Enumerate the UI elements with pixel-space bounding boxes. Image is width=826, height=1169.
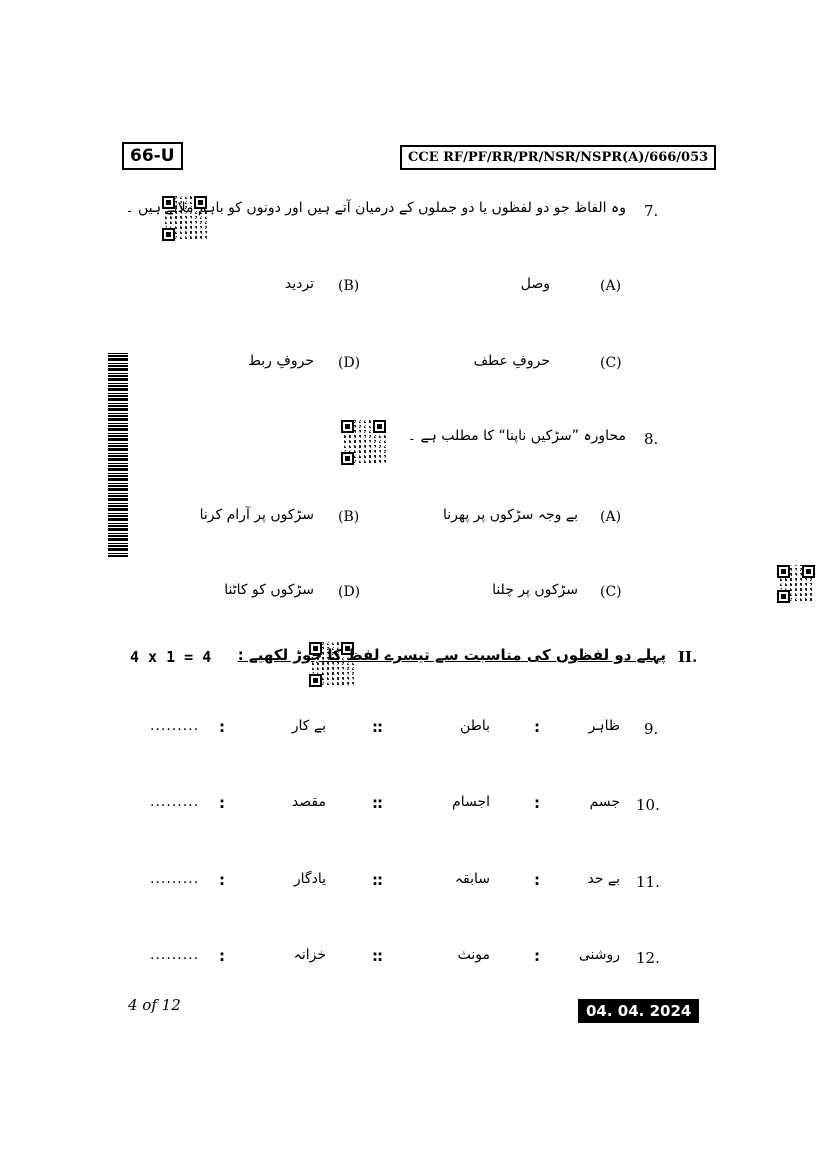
- word-one: بے حد: [587, 871, 620, 887]
- question-number: 10.: [636, 796, 660, 814]
- answer-blank: .........: [150, 871, 200, 887]
- section-marks: 4 x 1 = 4: [130, 648, 212, 666]
- page-number: 4 of 12: [128, 996, 181, 1014]
- word-three: مقصد: [291, 794, 326, 810]
- qr-code: [341, 420, 386, 465]
- option-label: (C): [600, 584, 622, 600]
- word-three: خزانہ: [293, 947, 326, 963]
- answer-blank: .........: [150, 947, 200, 963]
- option-label: (A): [600, 509, 622, 525]
- option-label: (B): [338, 509, 360, 525]
- option-label: (A): [600, 278, 622, 294]
- colon-separator: :: [219, 718, 225, 736]
- double-colon-separator: ::: [372, 794, 382, 812]
- question-number: 9.: [644, 720, 659, 738]
- question-text: محاورہ ”سڑکیں ناپنا“ کا مطلب ہے ۔: [407, 428, 626, 444]
- answer-blank: .........: [150, 794, 200, 810]
- qr-code: [777, 565, 815, 603]
- colon-separator: :: [534, 871, 540, 889]
- double-colon-separator: ::: [372, 718, 382, 736]
- section-title: پہلے دو لفظوں کی مناسبت سے تیسرے لفظ کا جوڑ لکھیے :: [237, 646, 666, 664]
- question-number: 7.: [644, 202, 659, 220]
- option-text: حروفِ ربط: [247, 353, 314, 369]
- word-two: سابقہ: [454, 871, 490, 887]
- option-label: (D): [338, 355, 361, 371]
- colon-separator: :: [534, 718, 540, 736]
- word-one: جسم: [589, 794, 620, 810]
- colon-separator: :: [219, 947, 225, 965]
- option-text: وصل: [520, 276, 550, 292]
- colon-separator: :: [219, 794, 225, 812]
- word-one: روشنی: [578, 947, 620, 963]
- option-text: سڑکوں کو کاٹنا: [224, 582, 314, 598]
- answer-blank: .........: [150, 718, 200, 734]
- word-two: باطن: [460, 718, 490, 734]
- option-text: حروفِ عطف: [473, 353, 550, 369]
- word-one: ظاہر: [588, 718, 620, 734]
- colon-separator: :: [534, 947, 540, 965]
- option-label: (C): [600, 355, 622, 371]
- exam-date: 04. 04. 2024: [578, 999, 699, 1023]
- option-text: بے وجہ سڑکوں پر پھرنا: [442, 507, 578, 523]
- question-number: 11.: [636, 873, 660, 891]
- word-three: یادگار: [293, 871, 326, 887]
- question-number: 8.: [644, 430, 659, 448]
- paper-code: 66-U: [122, 142, 183, 170]
- section-number: II.: [678, 648, 698, 666]
- option-label: (B): [338, 278, 360, 294]
- option-text: سڑکوں پر آرام کرنا: [199, 507, 314, 523]
- barcode: [108, 352, 128, 557]
- word-three: بے کار: [291, 718, 326, 734]
- word-two: اجسام: [452, 794, 490, 810]
- double-colon-separator: ::: [372, 871, 382, 889]
- option-label: (D): [338, 584, 361, 600]
- option-text: تردید: [284, 276, 314, 292]
- exam-code: CCE RF/PF/RR/PR/NSR/NSPR(A)/666/053: [400, 145, 716, 170]
- word-two: مونث: [457, 947, 490, 963]
- colon-separator: :: [534, 794, 540, 812]
- question-text: وہ الفاظ جو دو لفظوں یا دو جملوں کے درمیان آتے ہیں اور دونوں کو باہم ملاتے ہیں ۔: [125, 200, 626, 216]
- option-text: سڑکوں پر چلنا: [492, 582, 578, 598]
- double-colon-separator: ::: [372, 947, 382, 965]
- colon-separator: :: [219, 871, 225, 889]
- question-number: 12.: [636, 949, 660, 967]
